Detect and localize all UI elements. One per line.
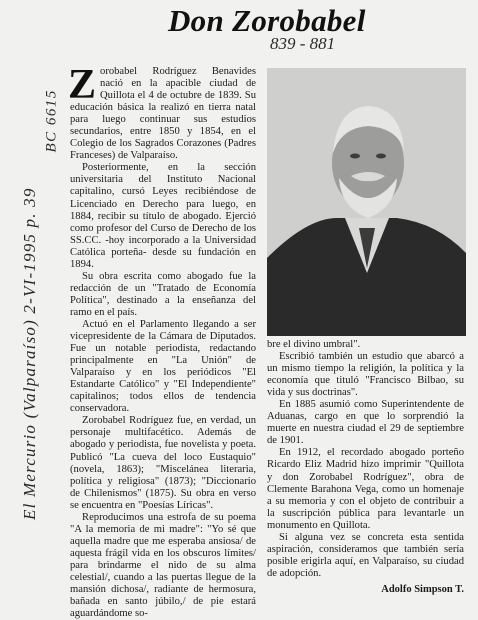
paragraph: Posteriormente, en la sección universitaria del Instituto Nacional capitalino, cursó Leyes recibiéndose de Licenciado en Derecho para luego, en 1884, recibir su título de abogado. Ejerció como profesor del Curso de Derecho de los SS.CC. -hoy incorporado a la Universidad Católica porteña- desde su fundación en 1894.	[70, 162, 256, 270]
article-column-1	[68, 62, 256, 620]
paragraph-continuation: bre el divino umbral".	[267, 339, 361, 350]
paragraph: Su obra escrita como abogado fue la redacción de un "Tratado de Economía Política", destinado a la enseñanza del ramo en el país.	[70, 270, 256, 318]
handwritten-code: BC 6615	[43, 89, 60, 153]
drop-cap: Z	[68, 62, 97, 108]
author-byline: Adolfo Simpson T.	[381, 584, 464, 595]
handwritten-source-note: El Mercurio (Valparaíso) 2-VI-1995 p. 39	[20, 187, 39, 520]
paragraph: Si alguna vez se concreta esta sentida aspiración, consideramos que también sería posible erigirla aquí, en Valparaíso, su ciudad de adopción.	[267, 531, 464, 579]
paragraph: Zorobabel Rodríguez Benavides nació en la apacible ciudad de Quillota el 4 de octubre de 1839. Su educación básica la realizó en tierra natal para luego continuar sus estudios secundarios, entre 1850 y 1854, en el Colegio de los Sagrados Corazones (Padres Franceses) de Valparaíso.	[68, 62, 256, 162]
paragraph: En 1912, el recordado abogado porteño Ricardo Eliz Madrid hizo imprimir "Quillota y don Zorobabel Rodríguez", obra de Clemente Barahona Vega, como un homenaje a su memoria y con el objeto de contribuir a la suscripción pública para levantarle un monumento en Quillota.	[267, 447, 464, 531]
portrait-photo	[267, 68, 466, 336]
paragraph: En 1885 asumió como Superintendente de Aduanas, cargo en que lo sorprendió la muerte en nuestra ciudad el 29 de septiembre de 1901.	[267, 399, 464, 447]
paragraph: Reproducimos una estrofa de su poema "A la memoria de mi madre": "Yo sé que aquella madre que me esperaba ansiosa/ de aquesta frágil vida en los obscuros límites/ para brindarme el nido de su alma celestial/, cuando a las puertas llegue de la mansión dichosa/, radiante de hermosura, bañada en santo júbilo,/ de pie estará aguardándome so-	[70, 511, 256, 620]
paragraph: Zorobabel Rodríguez fue, en verdad, un personaje multifacético. Además de abogado y periodista, fue novelista y poeta. Publicó "La cueva del loco Eustaquio" (novela, 1863); "Miscelánea literaria, política y religiosa" (1873); "Diccionario de Chilenismos" (1875). Su obra en verso se encuentra en "Poesías Líricas".	[70, 415, 256, 511]
handwritten-reference: 839 - 881	[270, 34, 336, 53]
paragraph: Actuó en el Parlamento llegando a ser vicepresidente de la Cámara de Diputados. Fue un notable periodista, redactando principalmente en "La Unión" de Valparaíso y en los periódicos "El Estandarte Católico" y "El Independiente" capitalinos; todos ellos de tendencia conservadora.	[70, 318, 256, 415]
article-column-2	[267, 339, 464, 580]
article-title: Don Zorobabel	[168, 3, 366, 38]
paragraph: Escribió también un estudio que abarcó a un mismo tiempo la religión, la política y la economía que tituló "Francisco Bilbao, su vida y sus doctrinas".	[267, 351, 464, 399]
